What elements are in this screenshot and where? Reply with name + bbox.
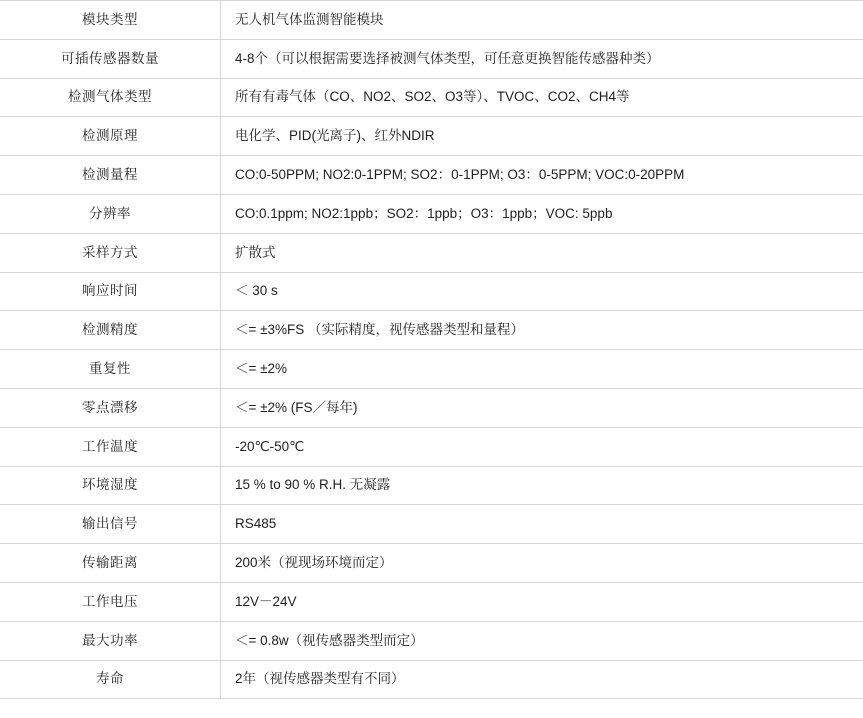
spec-value: CO:0-50PPM; NO2:0-1PPM; SO2：0-1PPM; O3：0-5PPM; VOC:0-20PPM — [221, 156, 863, 195]
spec-value: 12V－24V — [221, 582, 863, 621]
spec-value: ＜ 30 s — [221, 272, 863, 311]
spec-value: 2年（视传感器类型有不同） — [221, 660, 863, 699]
spec-value: 无人机气体监测智能模块 — [221, 1, 863, 40]
table-row — [0, 272, 863, 311]
spec-label: 环境湿度 — [0, 466, 221, 505]
table-row — [0, 544, 863, 583]
spec-label: 检测精度 — [0, 311, 221, 350]
table-row — [0, 350, 863, 389]
spec-label: 传输距离 — [0, 544, 221, 583]
table-row — [0, 582, 863, 621]
spec-value: ＜= ±2% — [221, 350, 863, 389]
spec-value: 15 % to 90 % R.H. 无凝露 — [221, 466, 863, 505]
spec-label: 检测原理 — [0, 117, 221, 156]
spec-label: 重复性 — [0, 350, 221, 389]
spec-label: 零点漂移 — [0, 388, 221, 427]
table-row — [0, 1, 863, 40]
spec-value: -20℃-50℃ — [221, 427, 863, 466]
table-row — [0, 117, 863, 156]
spec-label: 采样方式 — [0, 233, 221, 272]
spec-label: 分辨率 — [0, 194, 221, 233]
table-row — [0, 78, 863, 117]
table-row — [0, 156, 863, 195]
spec-label: 工作电压 — [0, 582, 221, 621]
spec-label: 模块类型 — [0, 1, 221, 40]
spec-value: CO:0.1ppm; NO2:1ppb；SO2：1ppb；O3：1ppb；VOC: 5ppb — [221, 194, 863, 233]
table-row — [0, 427, 863, 466]
spec-value: ＜= ±3%FS （实际精度，视传感器类型和量程） — [221, 311, 863, 350]
table-row — [0, 194, 863, 233]
spec-label: 寿命 — [0, 660, 221, 699]
table-row — [0, 311, 863, 350]
table-row — [0, 660, 863, 699]
spec-value: ＜= ±2% (FS／每年) — [221, 388, 863, 427]
spec-label: 可插传感器数量 — [0, 39, 221, 78]
spec-label: 响应时间 — [0, 272, 221, 311]
table-row — [0, 39, 863, 78]
table-row — [0, 505, 863, 544]
spec-label: 检测气体类型 — [0, 78, 221, 117]
spec-value: 扩散式 — [221, 233, 863, 272]
table-row — [0, 621, 863, 660]
table-row — [0, 466, 863, 505]
specification-table-body — [0, 1, 863, 699]
spec-label: 最大功率 — [0, 621, 221, 660]
spec-label: 检测量程 — [0, 156, 221, 195]
spec-value: RS485 — [221, 505, 863, 544]
table-row — [0, 233, 863, 272]
spec-value: ＜= 0.8w（视传感器类型而定） — [221, 621, 863, 660]
spec-label: 输出信号 — [0, 505, 221, 544]
table-row — [0, 388, 863, 427]
spec-value: 200米（视现场环境而定） — [221, 544, 863, 583]
spec-value: 电化学、PID(光离子)、红外NDIR — [221, 117, 863, 156]
spec-label: 工作温度 — [0, 427, 221, 466]
spec-value: 4-8个（可以根据需要选择被测气体类型，可任意更换智能传感器种类） — [221, 39, 863, 78]
spec-value: 所有有毒气体（CO、NO2、SO2、O3等）、TVOC、CO2、CH4等 — [221, 78, 863, 117]
